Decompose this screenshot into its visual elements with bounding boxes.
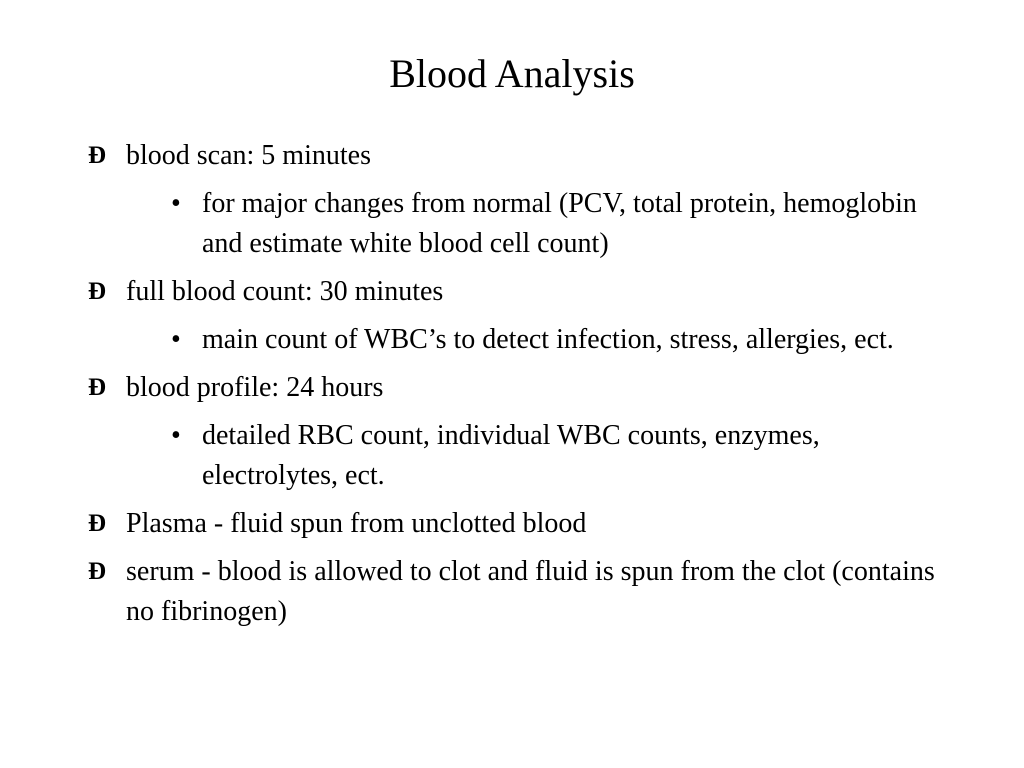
arrow-bullet-icon: Ð: [88, 142, 107, 169]
dot-bullet-icon: •: [171, 188, 181, 219]
bullet-item: [88, 368, 938, 408]
bullet-text: serum - blood is allowed to clot and fluid is spun from the clot (contains no fibrinogen): [126, 556, 935, 627]
bullet-item: [88, 136, 938, 176]
sub-bullet-item: [171, 416, 938, 496]
bullet-item: [88, 504, 938, 544]
dot-bullet-icon: •: [171, 324, 181, 355]
bullet-item: [88, 272, 938, 312]
arrow-bullet-icon: Ð: [88, 278, 107, 305]
dot-bullet-icon: •: [171, 420, 181, 451]
sub-bullet-text: for major changes from normal (PCV, total protein, hemoglobin and estimate white blood cell count): [202, 188, 917, 259]
bullet-item: [88, 552, 938, 632]
arrow-bullet-icon: Ð: [88, 374, 107, 401]
bullet-text: Plasma - fluid spun from unclotted blood: [126, 508, 587, 539]
bullet-text: full blood count: 30 minutes: [126, 276, 444, 307]
bullet-text: blood profile: 24 hours: [126, 372, 384, 403]
slide-body: [88, 136, 938, 640]
sub-bullet-item: [171, 320, 938, 360]
bullet-text: blood scan: 5 minutes: [126, 140, 371, 171]
sub-bullet-text: detailed RBC count, individual WBC counts, enzymes, electrolytes, ect.: [202, 420, 820, 491]
sub-bullet-item: [171, 184, 938, 264]
arrow-bullet-icon: Ð: [88, 558, 107, 585]
slide-title: Blood Analysis: [389, 51, 635, 96]
sub-bullet-text: main count of WBC’s to detect infection, stress, allergies, ect.: [202, 324, 894, 355]
arrow-bullet-icon: Ð: [88, 510, 107, 537]
